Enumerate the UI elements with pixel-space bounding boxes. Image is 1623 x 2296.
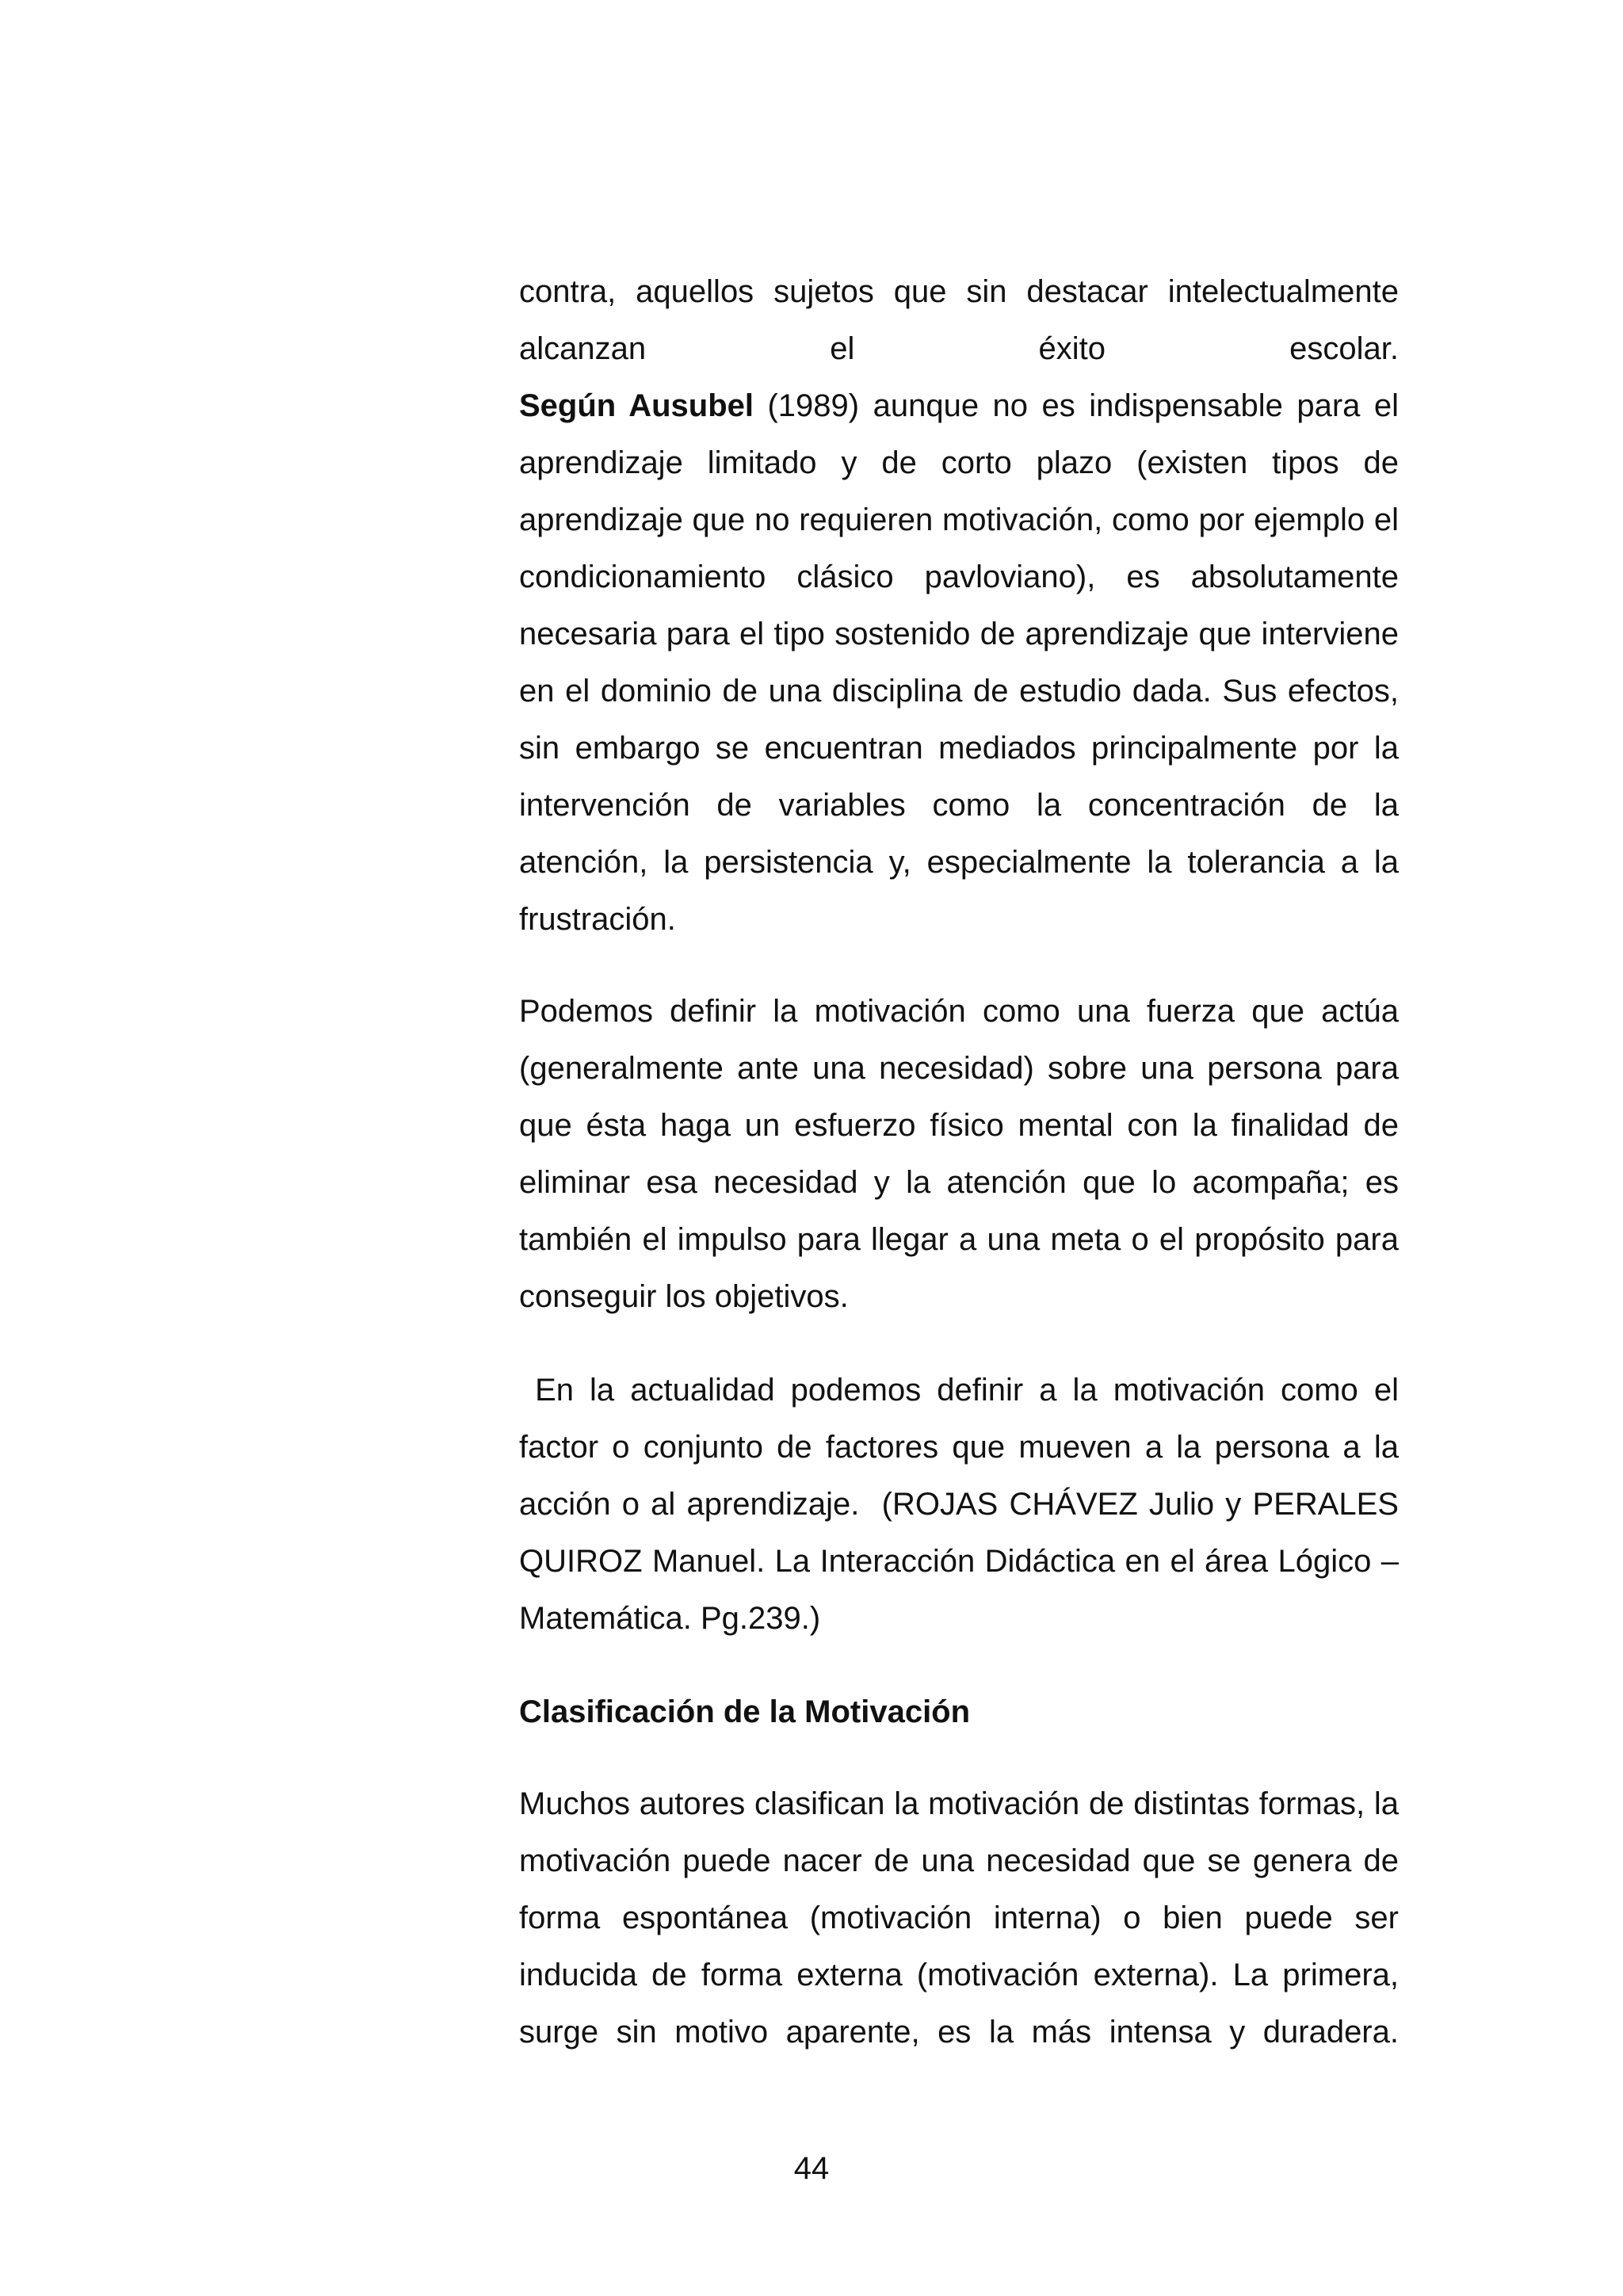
paragraph-line: alcanzan el éxito escolar. bbox=[519, 331, 1399, 366]
paragraph-body bbox=[519, 377, 1399, 948]
paragraph-definition: Podemos definir la motivación como una fuerza que actúa (generalmente ante una necesidad) sobre una persona para que ésta haga un esfuerzo físico mental con la finalidad de eliminar esa necesidad y la atención que lo acompaña; es también el impulso para llegar a una meta o el propósito para conseguir los objetivos. bbox=[519, 994, 1399, 1314]
section-heading: Clasificación de la Motivación bbox=[519, 1694, 971, 1729]
paragraph-ausubel bbox=[519, 263, 1399, 948]
paragraph-text: (1989) aunque no es indispensable para el aprendizaje limitado y de corto plazo (existen tipos de aprendizaje que no requieren motivación, como por ejemplo el condicionamiento clásico pavloviano), es absolutamente necesaria para el tipo sostenido de aprendizaje que interviene en el dominio de una disciplina de estudio dada. Sus efectos, sin embargo se encuentran mediados principalmente por la intervención de variables como la concentración de la atención, la persistencia y, especialmente la tolerancia a la frustración. bbox=[519, 388, 1399, 937]
paragraph-line: contra, aquellos sujetos que sin destacar intelectualmente bbox=[519, 274, 1399, 309]
author-name: Según Ausubel bbox=[519, 388, 754, 423]
paragraph-classification: Muchos autores clasifican la motivación de distintas formas, la motivación puede nacer de una necesidad que se genera de forma espontánea (motivación interna) o bien puede ser inducida de forma externa (motivación externa). La primera, surge sin motivo aparente, es la más intensa y duradera. bbox=[519, 1786, 1399, 2050]
paragraph-current-definition: En la actualidad podemos definir a la motivación como el factor o conjunto de factores que mueven a la persona a la acción o al aprendizaje. (ROJAS CHÁVEZ Julio y PERALES QUIROZ Manuel. La Interacción Didáctica en el área Lógico – Matemática. Pg.239.) bbox=[519, 1373, 1408, 1636]
page-number: 44 bbox=[793, 2151, 830, 2186]
